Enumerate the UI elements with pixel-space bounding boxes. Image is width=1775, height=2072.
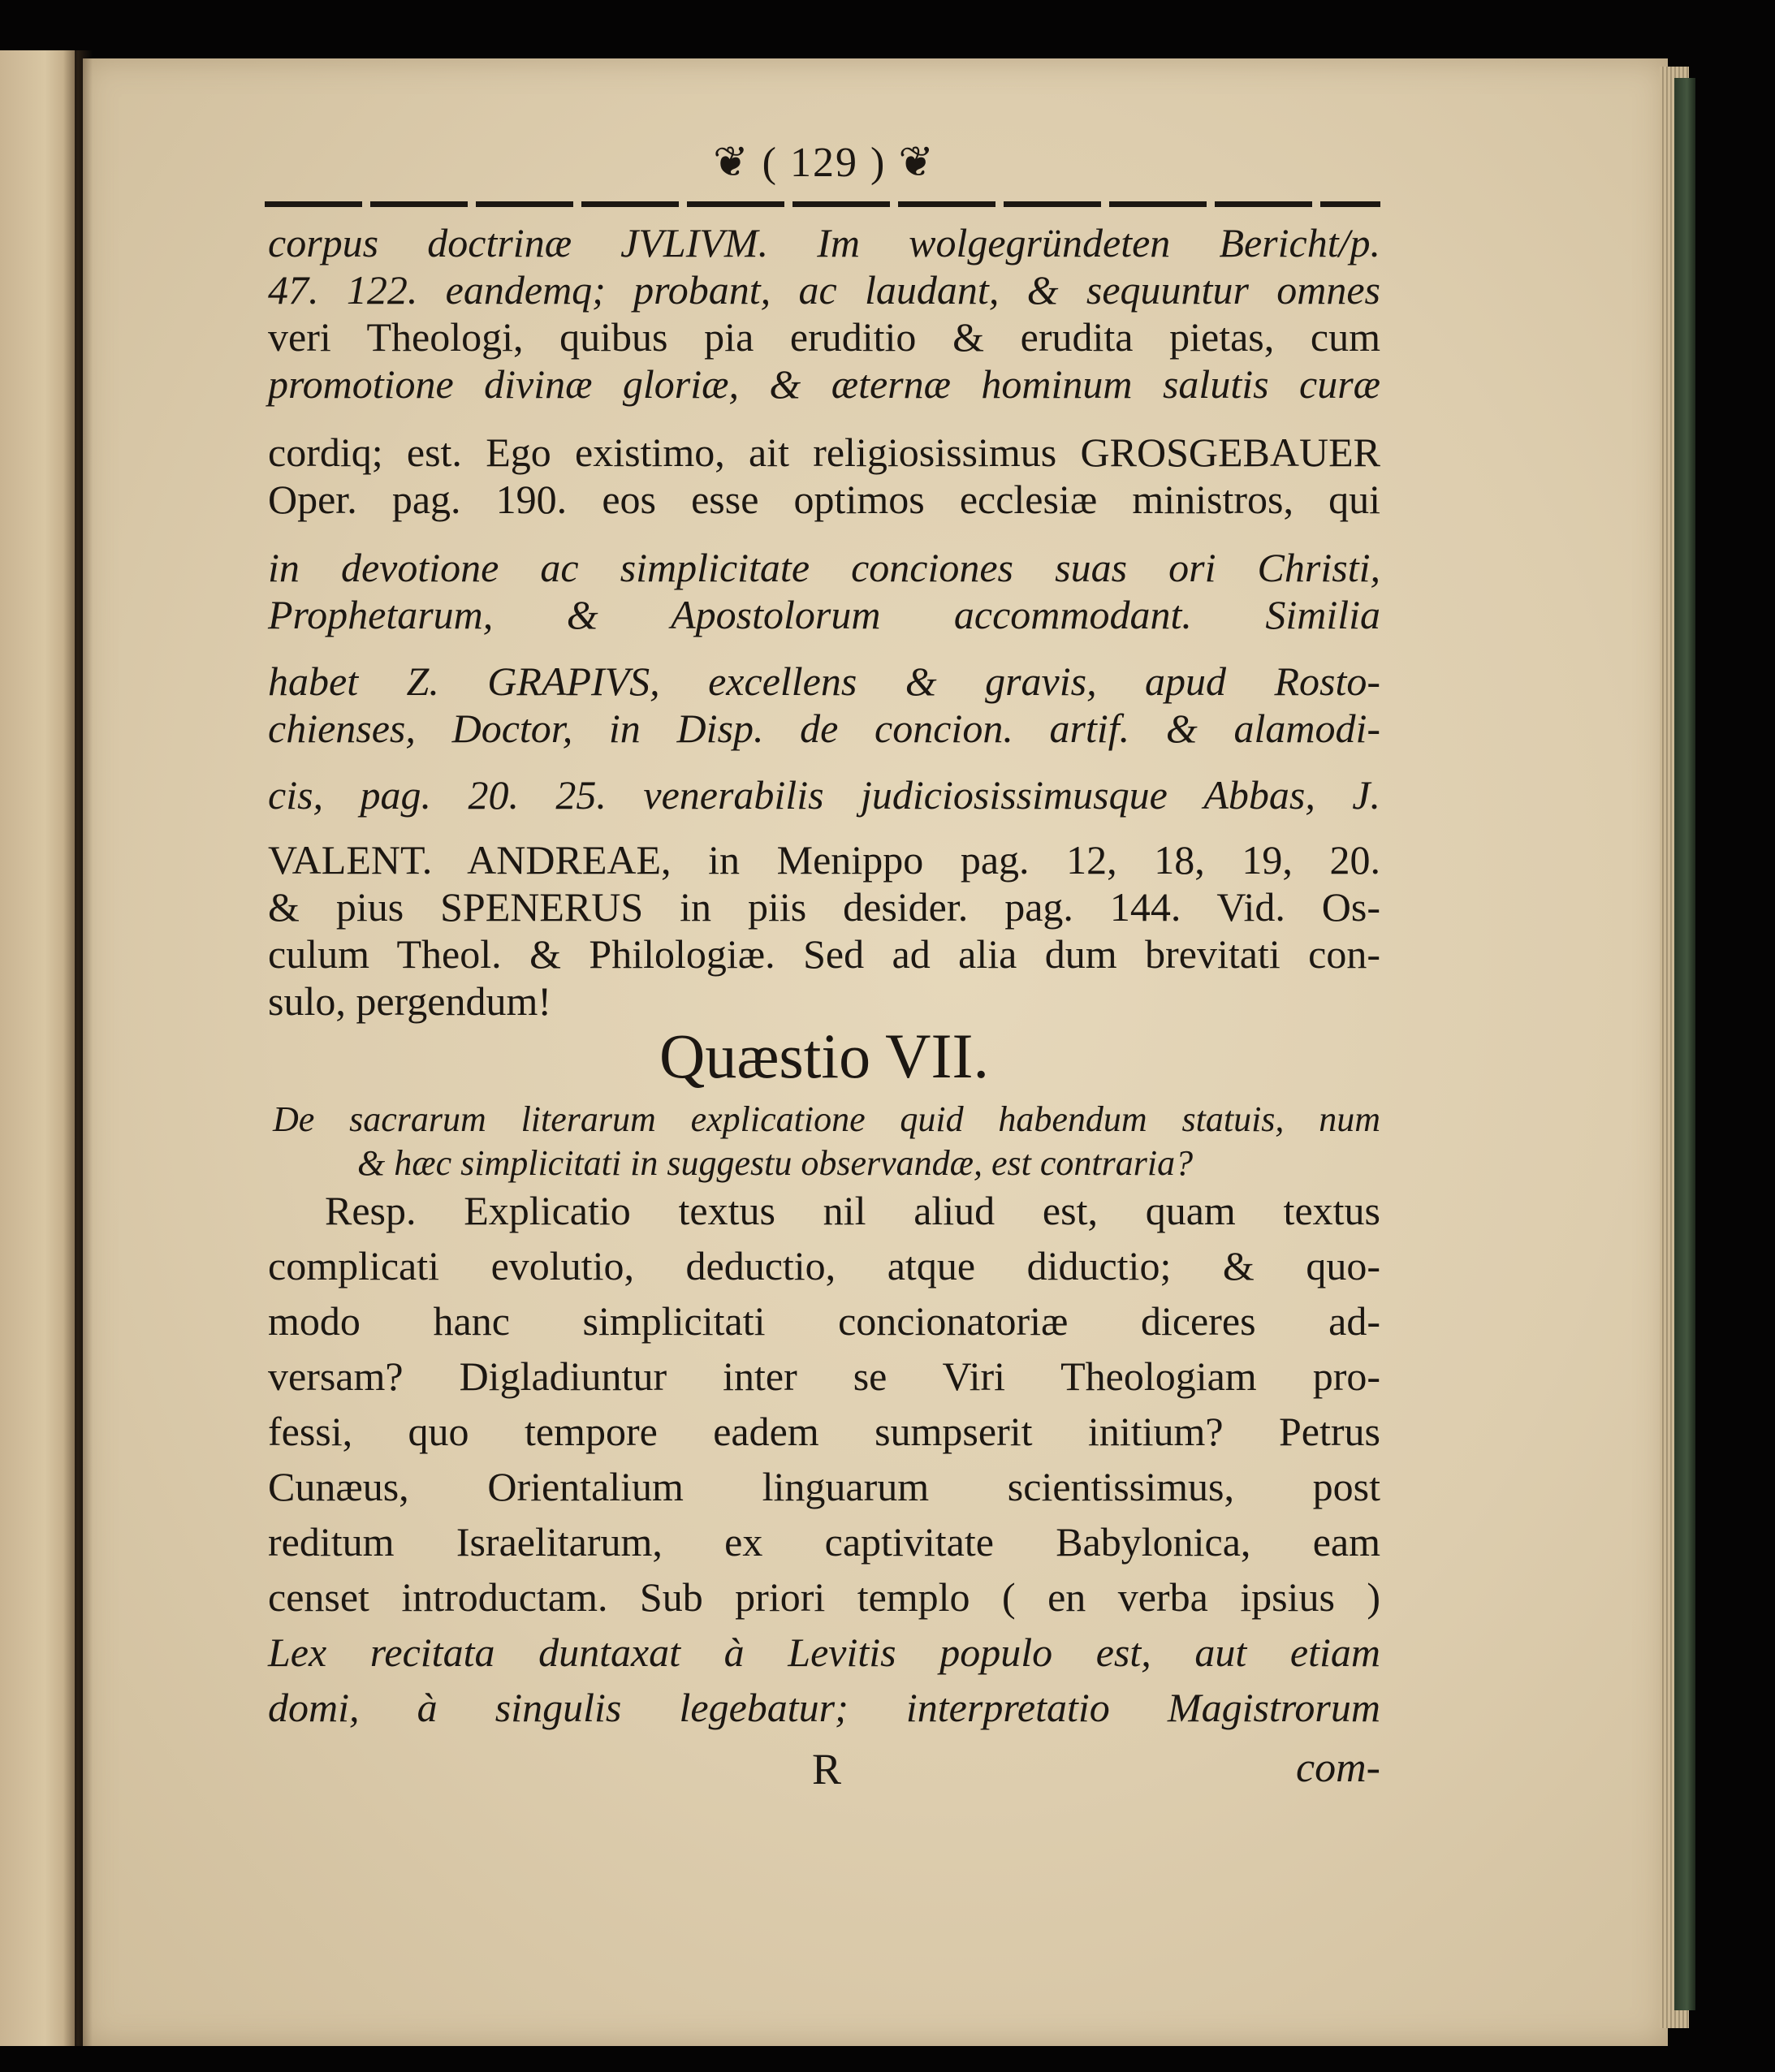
text-line: fessi, quo tempore eadem sumpserit initium? Petrus bbox=[268, 1409, 1380, 1454]
text-line: Cunæus, Orientalium linguarum scientissimus, post bbox=[268, 1464, 1380, 1509]
book-fore-edge bbox=[1674, 78, 1695, 2010]
text-line: corpus doctrinæ JVLIVM. Im wolgegründeten Bericht/p. bbox=[268, 220, 1380, 265]
text-line: culum Theol. & Philologiæ. Sed ad alia dum brevitati con- bbox=[268, 931, 1380, 977]
text-line: modo hanc simplicitati concionatoriæ diceres ad- bbox=[268, 1298, 1380, 1344]
text-line: Lex recitata duntaxat à Levitis populo est, aut etiam bbox=[268, 1630, 1380, 1675]
text-line: sulo, pergendum! bbox=[268, 978, 552, 1024]
text-line: Resp. Explicatio textus nil aliud est, quam textus bbox=[325, 1188, 1380, 1233]
text-line: Prophetarum, & Apostolorum accommodant. Similia bbox=[268, 592, 1380, 637]
text-line: veri Theologi, quibus pia eruditio & erudita pietas, cum bbox=[268, 314, 1380, 360]
header-rule bbox=[265, 201, 1380, 207]
catchword: com- bbox=[1296, 1745, 1380, 1791]
question-line: De sacrarum literarum explicatione quid habendum statuis, num bbox=[273, 1099, 1380, 1139]
text-line: promotione divinæ gloriæ, & æternæ hominum salutis curæ bbox=[268, 361, 1380, 407]
text-line: VALENT. ANDREAE, in Menippo pag. 12, 18, 19, 20. bbox=[268, 837, 1380, 883]
text-line: domi, à singulis legebatur; interpretatio Magistrorum bbox=[268, 1685, 1380, 1730]
text-line: censet introductam. Sub priori templo ( en verba ipsius ) bbox=[268, 1574, 1380, 1620]
text-line: Oper. pag. 190. eos esse optimos ecclesiæ ministros, qui bbox=[268, 477, 1380, 522]
text-line: cis, pag. 20. 25. venerabilis judiciosissimusque Abbas, J. bbox=[268, 772, 1380, 818]
text-line: & pius SPENERUS in piis desider. pag. 144. Vid. Os- bbox=[268, 884, 1380, 930]
question-heading: Quæstio VII. bbox=[659, 1021, 989, 1091]
text-line: complicati evolutio, deductio, atque diductio; & quo- bbox=[268, 1243, 1380, 1289]
question-line: & hæc simplicitati in suggestu observandæ, est contraria? bbox=[357, 1143, 1194, 1183]
book-gutter bbox=[63, 50, 93, 2046]
running-head: ❦ ( 129 ) ❦ bbox=[713, 140, 935, 186]
text-line: cordiq; est. Ego existimo, ait religiosissimus GROSGEBAUER bbox=[268, 430, 1380, 475]
text-line: in devotione ac simplicitate conciones suas ori Christi, bbox=[268, 545, 1380, 590]
text-line: habet Z. GRAPIVS, excellens & gravis, apud Rosto- bbox=[268, 658, 1380, 704]
text-line: 47. 122. eandemq; probant, ac laudant, & sequuntur omnes bbox=[268, 267, 1380, 313]
text-line: reditum Israelitarum, ex captivitate Babylonica, eam bbox=[268, 1519, 1380, 1565]
text-line: versam? Digladiuntur inter se Viri Theologiam pro- bbox=[268, 1353, 1380, 1399]
signature-mark: R bbox=[812, 1745, 842, 1794]
text-line: chienses, Doctor, in Disp. de concion. artif. & alamodi- bbox=[268, 706, 1380, 751]
